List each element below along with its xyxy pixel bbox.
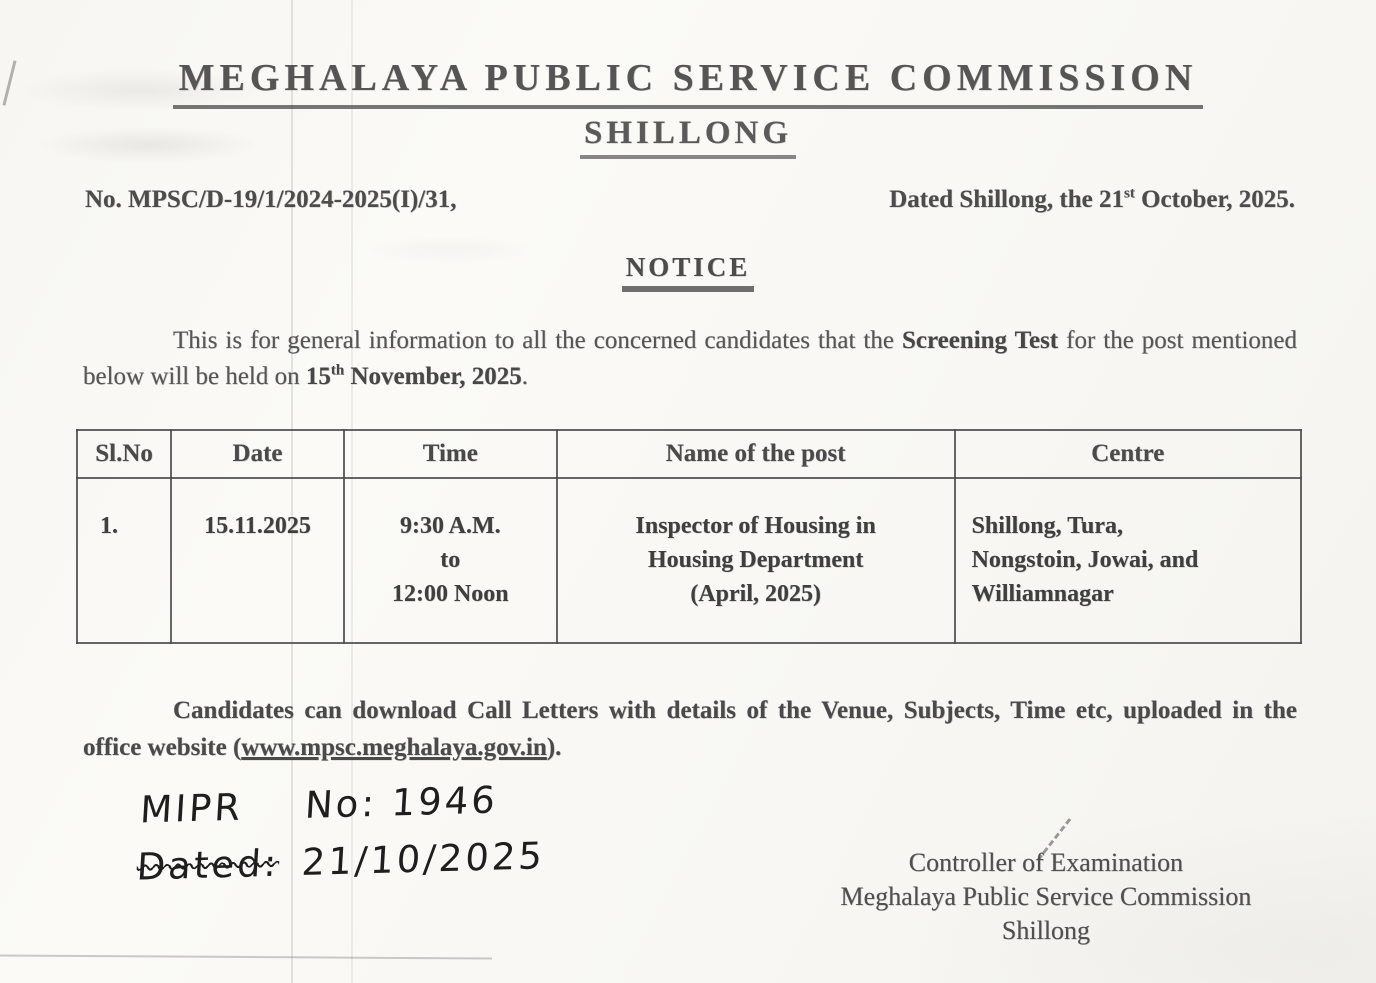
note-text-1: Candidates can download Call Letters with details of the Venue, Subjects, Time etc, uploaded in the office website ( <box>83 697 1297 761</box>
table-row <box>77 478 1301 643</box>
dated-prefix: Dated Shillong, the 21 <box>889 186 1124 213</box>
cell-time <box>344 478 557 643</box>
intro-date-num: 15 <box>305 363 331 390</box>
dispatch-date: 21/10/2025 <box>300 834 547 885</box>
note-text-2: ). <box>546 734 562 761</box>
time-line-1: 9:30 A.M. <box>399 513 501 539</box>
signatory-organisation: Meghalaya Public Service Commission <box>840 882 1252 911</box>
reference-number: No. MPSC/D-19/1/2024-2025(I)/31, <box>85 186 457 213</box>
signatory-designation: Controller of Examination <box>908 848 1184 877</box>
dispatch-number: No: 1946 <box>303 778 500 827</box>
centre-line-2: Nongstoin, Jowai, and <box>971 547 1199 573</box>
reference-row <box>85 186 1295 214</box>
time-line-2: to <box>440 547 461 573</box>
dispatch-register-label: MIPR <box>138 785 245 832</box>
dated-suffix: October, 2025. <box>1134 186 1295 213</box>
exam-schedule-table <box>76 429 1302 644</box>
dated-ordinal-suffix: st <box>1123 185 1135 202</box>
intro-text-3: . <box>521 363 529 390</box>
header-time: Time <box>344 430 557 478</box>
org-location-title: SHILLONG <box>580 115 796 159</box>
handwriting-line-1 <box>139 775 611 831</box>
post-line-1: Inspector of Housing in <box>635 513 876 539</box>
table-header-row <box>77 430 1301 478</box>
notice-heading: NOTICE <box>622 252 755 292</box>
letterhead <box>0 56 1376 159</box>
time-line-3: 12:00 Noon <box>391 581 509 607</box>
intro-date-rest: November, 2025 <box>344 363 522 390</box>
call-letter-note <box>83 692 1297 766</box>
header-post-name: Name of the post <box>557 430 955 478</box>
intro-paragraph <box>83 323 1297 395</box>
intro-bold-screening-test: Screening Test <box>901 327 1059 354</box>
signatory-place: Shillong <box>1001 916 1091 945</box>
cell-date: 15.11.2025 <box>171 478 344 643</box>
intro-bold-date <box>306 363 522 390</box>
centre-line-1: Shillong, Tura, <box>971 513 1123 539</box>
horizontal-fold-line <box>0 954 492 959</box>
notice-heading-wrap <box>0 252 1376 292</box>
cell-sl-no: 1. <box>77 478 171 643</box>
dated-line <box>889 186 1295 214</box>
header-date: Date <box>171 430 344 478</box>
cell-post-name <box>557 478 955 643</box>
dispatch-dated-label: Dated: <box>135 841 281 889</box>
intro-text-2: for the post mentioned below will be held on <box>83 327 1297 390</box>
post-line-2: Housing Department <box>648 547 864 573</box>
website-url: www.mpsc.meghalaya.gov.in <box>241 734 547 761</box>
header-centre: Centre <box>955 430 1301 478</box>
cell-centre <box>955 478 1301 643</box>
signature-block <box>800 846 1292 948</box>
post-line-3: (April, 2025) <box>690 581 821 607</box>
header-sl-no: Sl.No <box>77 430 171 478</box>
intro-date-ordinal: th <box>330 362 345 379</box>
handwriting-line-2 <box>136 832 608 888</box>
org-name-title: MEGHALAYA PUBLIC SERVICE COMMISSION <box>173 56 1204 109</box>
handwritten-dispatch-note <box>135 775 612 902</box>
intro-text-1: This is for general information to all the concerned candidates that the <box>173 327 902 354</box>
centre-line-3: Williamnagar <box>971 581 1114 607</box>
